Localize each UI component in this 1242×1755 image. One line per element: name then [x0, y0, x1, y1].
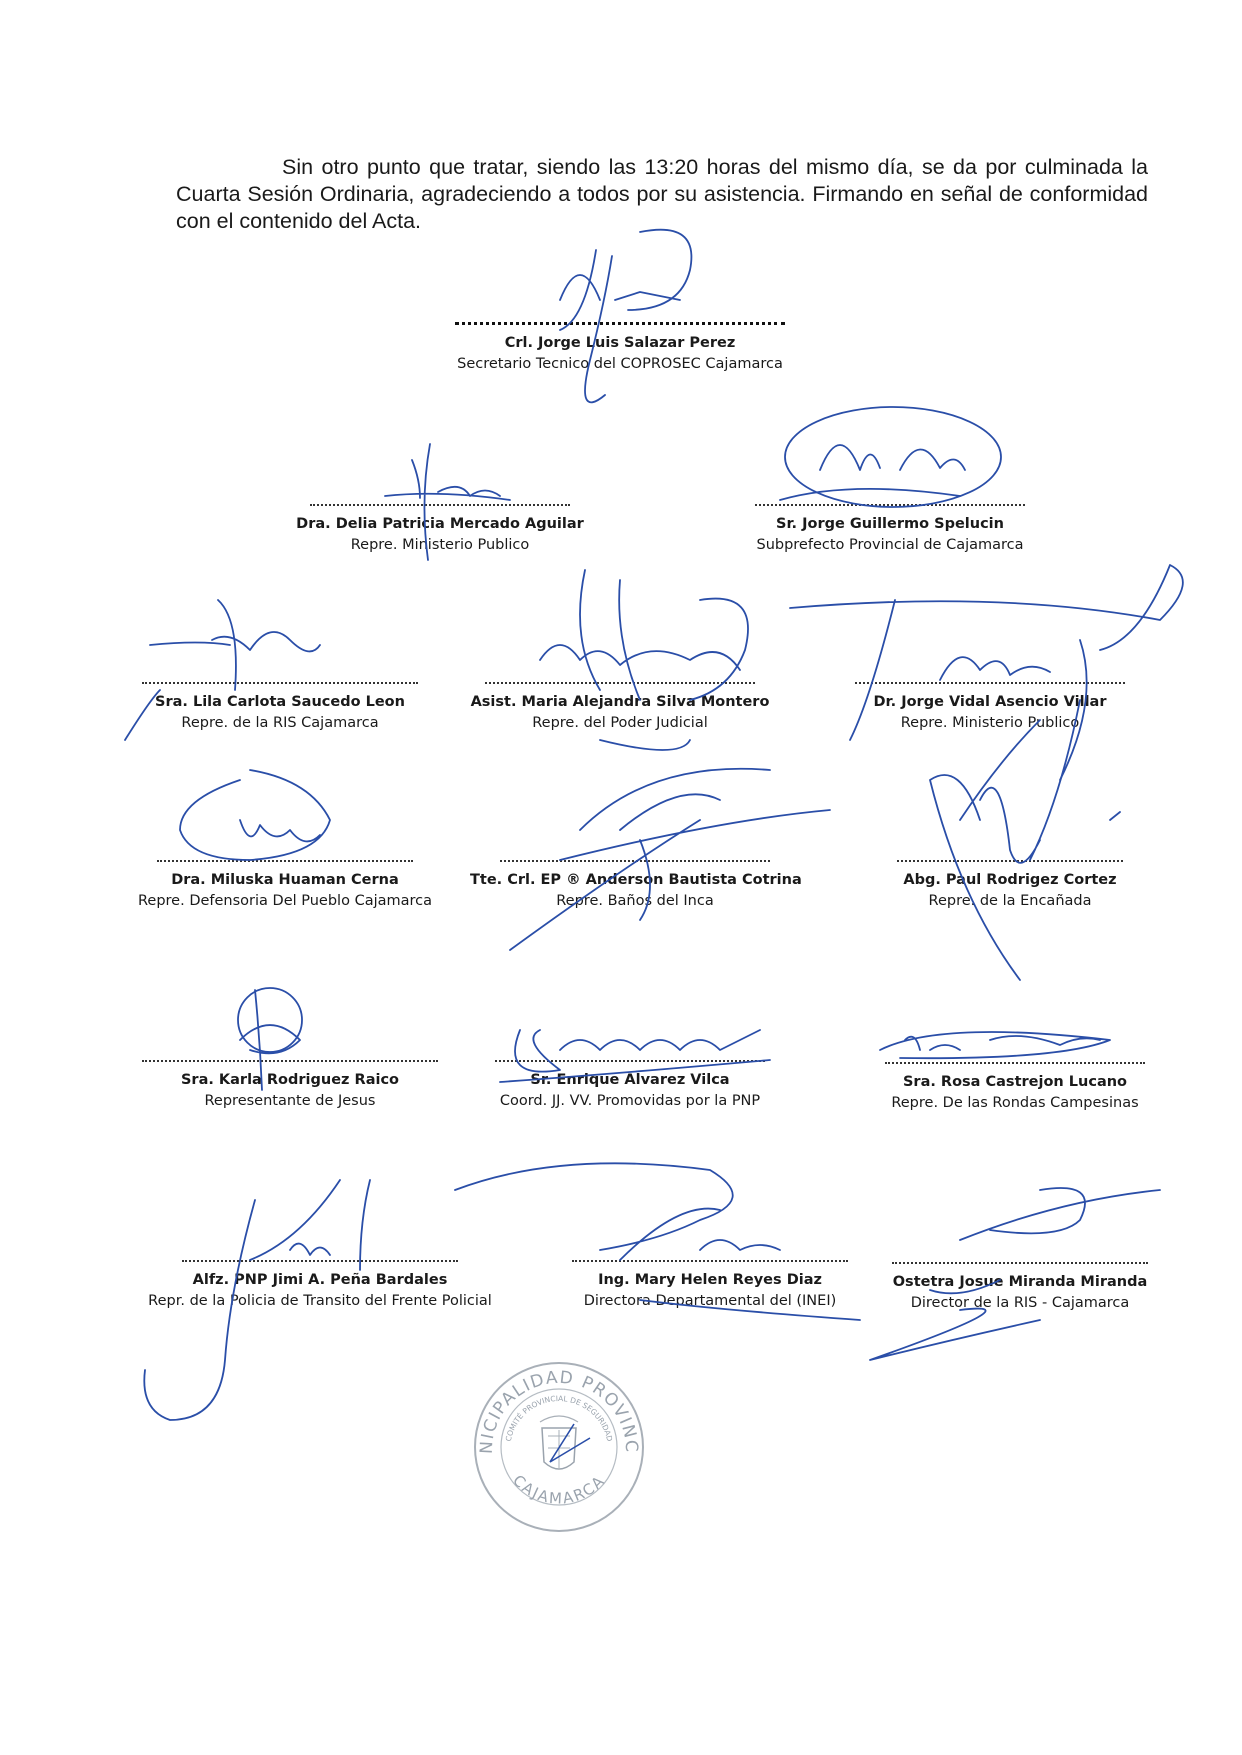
signature-block-secretario	[440, 322, 800, 375]
signature-block-rodriguez	[140, 1060, 440, 1112]
signature-line	[500, 860, 770, 862]
signature-line	[157, 860, 413, 862]
signatory-role: Repre. de la RIS Cajamarca	[181, 715, 379, 731]
signatory-name: Asist. Maria Alejandra Silva Montero	[470, 694, 770, 710]
signature-line	[455, 322, 785, 325]
signature-block-miranda	[885, 1262, 1155, 1314]
signature-line	[182, 1260, 458, 1262]
signatory-role: Repre. Ministerio Publico	[350, 537, 530, 553]
signature-line	[142, 1060, 438, 1062]
signatory-role: Representante de Jesus	[204, 1093, 376, 1109]
signatory-name: Abg. Paul Rodrigez Cortez	[903, 872, 1117, 888]
signature-block-silva	[470, 682, 770, 734]
signatory-name: Dr. Jorge Vidal Asencio Villar	[873, 694, 1107, 710]
signature-block-saucedo	[130, 682, 430, 734]
signature-block-pena	[130, 1260, 510, 1312]
seal-outer-text: NICIPALIDAD PROVINC	[476, 1367, 642, 1455]
signature-block-alvarez	[480, 1060, 780, 1112]
signature-line	[310, 504, 570, 506]
signature-huaman	[180, 770, 330, 860]
signature-castrejon	[880, 1032, 1110, 1058]
signature-rodrigez	[930, 700, 1120, 980]
signature-line	[485, 682, 755, 684]
signature-line	[755, 504, 1025, 506]
signature-line	[142, 682, 418, 684]
signature-line	[495, 1060, 765, 1062]
signatory-role: Repr. de la Policia de Transito del Frente Policial	[148, 1293, 492, 1309]
seal-bottom-text: CAJAMARCA	[509, 1471, 609, 1508]
signature-block-spelucin	[740, 504, 1040, 556]
signatory-role: Repre. Ministerio Publico	[900, 715, 1080, 731]
signature-line	[572, 1260, 848, 1262]
signatory-name: Ostetra Josue Miranda Miranda	[892, 1274, 1148, 1290]
signature-block-bautista	[470, 860, 800, 912]
signatory-name: Dra. Miluska Huaman Cerna	[171, 872, 399, 888]
signatory-role: Directora Departamental del (INEI)	[583, 1293, 837, 1309]
signature-block-huaman	[135, 860, 435, 912]
signature-block-reyes	[560, 1260, 860, 1312]
official-seal	[470, 1358, 648, 1536]
signatory-name: Alfz. PNP Jimi A. Peña Bardales	[192, 1272, 448, 1288]
signature-asencio	[790, 565, 1183, 780]
signatory-name: Crl. Jorge Luis Salazar Perez	[504, 335, 736, 351]
signature-spelucin	[780, 407, 1001, 507]
signature-block-mercado	[290, 504, 590, 556]
signature-block-castrejon	[880, 1062, 1150, 1114]
signatory-name: Dra. Delia Patricia Mercado Aguilar	[296, 516, 584, 532]
signatory-role: Secretario Tecnico del COPROSEC Cajamarca	[457, 356, 783, 372]
signatory-name: Sr. Jorge Guillermo Spelucin	[776, 516, 1004, 532]
signatory-name: Tte. Crl. EP ® Anderson Bautista Cotrina	[470, 872, 802, 888]
signatory-role: Repre. Defensoria Del Pueblo Cajamarca	[137, 893, 432, 909]
signatory-role: Subprefecto Provincial de Cajamarca	[756, 537, 1024, 553]
signatory-role: Repre. De las Rondas Campesinas	[891, 1095, 1139, 1111]
signatory-name: Sr. Enrique Alvarez Vilca	[530, 1072, 730, 1088]
signature-line	[897, 860, 1123, 862]
signatory-name: Sra. Rosa Castrejon Lucano	[902, 1074, 1128, 1090]
signature-line	[892, 1262, 1148, 1264]
signature-block-rodrigez	[890, 860, 1130, 912]
signatory-name: Sra. Lila Carlota Saucedo Leon	[155, 694, 405, 710]
signatory-role: Repre. de la Encañada	[928, 893, 1092, 909]
seal-inner-text: COMITÉ PROVINCIAL DE SEGURIDAD	[503, 1393, 615, 1443]
signatory-name: Sra. Karla Rodriguez Raico	[180, 1072, 400, 1088]
signatory-role: Repre. del Poder Judicial	[532, 715, 708, 731]
signature-line	[885, 1062, 1145, 1064]
signature-block-asencio	[840, 682, 1140, 734]
signatory-role: Director de la RIS - Cajamarca	[910, 1295, 1130, 1311]
signature-salazar	[560, 230, 691, 403]
signatory-role: Coord. JJ. VV. Promovidas por la PNP	[499, 1093, 761, 1109]
signatory-role: Repre. Baños del Inca	[556, 893, 714, 909]
signatory-name: Ing. Mary Helen Reyes Diaz	[598, 1272, 822, 1288]
signature-line	[855, 682, 1125, 684]
closing-paragraph: Sin otro punto que tratar, siendo las 13:20 horas del mismo día, se da por culminada la Cuarta Sesión Ordinaria, agradeciendo a todos por su asistencia. Firmando en señal de conformidad con el contenido del Acta.	[176, 155, 1148, 233]
